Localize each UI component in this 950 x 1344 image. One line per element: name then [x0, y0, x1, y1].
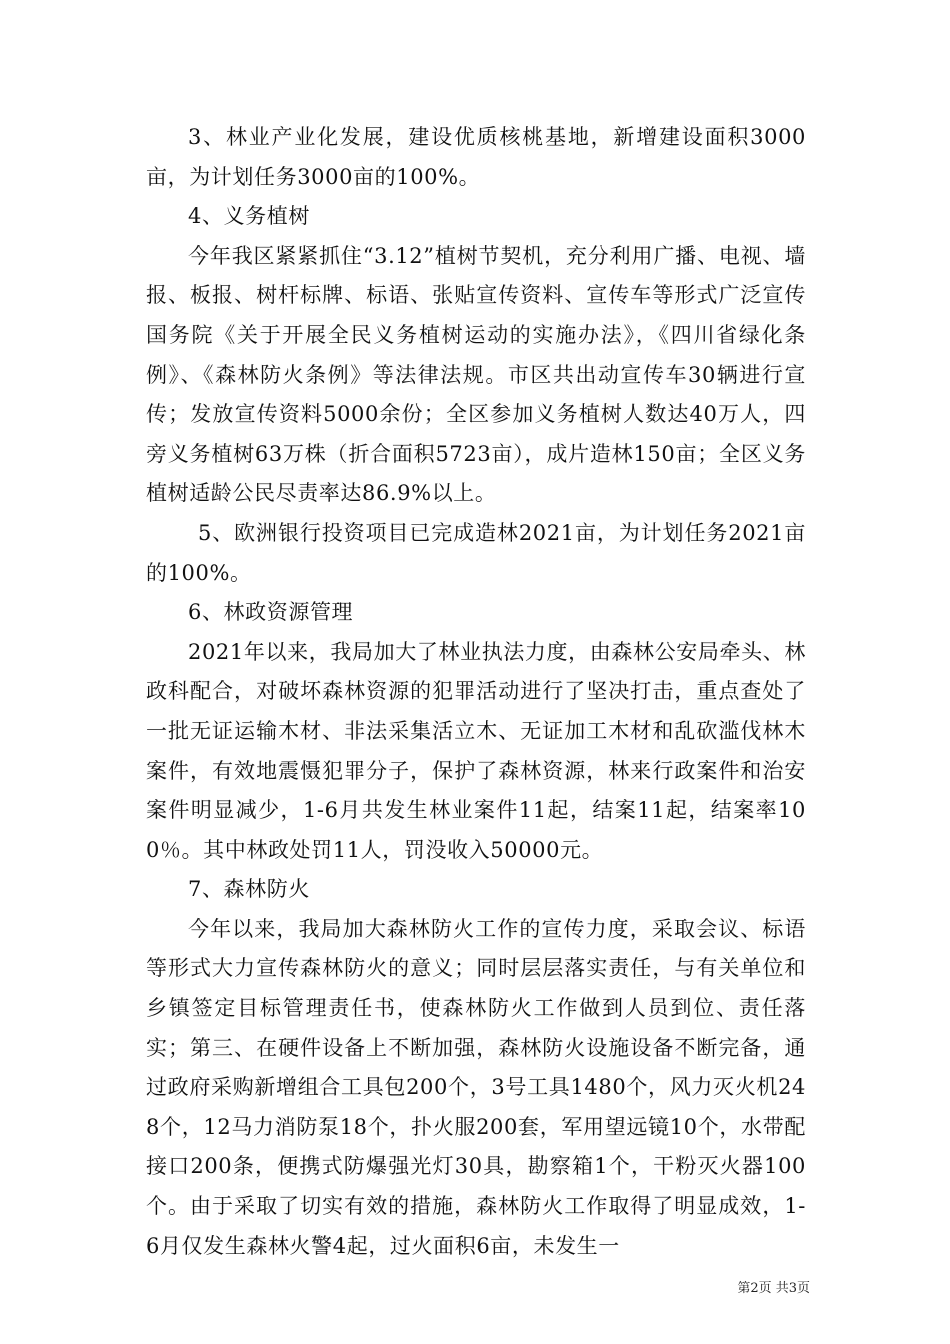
heading-forest-resource-management: 6、林政资源管理 [188, 600, 354, 625]
document-body [146, 118, 806, 1266]
heading-forest-fire-prevention: 7、森林防火 [188, 877, 310, 902]
paragraph-tree-planting: 今年我区紧紧抓住“3.12”植树节契机，充分利用广播、电视、墙报、板报、树杆标牌、标语、张贴宣传资料、宣传车等形式广泛宣传国务院《关于开展全民义务植树运动的实施办法》，《四川省绿化条例》、《森林防火条例》等法律法规。市区共出动宣传车30辆进行宣传；发放宣传资料5000余份；全区参加义务植树人数达40万人，四旁义务植树63万株（折合面积5723亩），成片造林150亩；全区义务植树适龄公民尽责率达86.9%以上。 [146, 243, 806, 506]
paragraph-item-5: 5、欧洲银行投资项目已完成造林2021亩，为计划任务2021亩的100%。 [146, 520, 806, 585]
heading-obligatory-tree-planting: 4、义务植树 [188, 204, 310, 229]
paragraph-item-3: 3、林业产业化发展，建设优质核桃基地，新增建设面积3000亩，为计划任务3000亩的100%。 [146, 125, 806, 189]
page-number-footer: 第2页 共3页 [737, 1281, 810, 1296]
paragraph-fire-prevention: 今年以来，我局加大森林防火工作的宣传力度，采取会议、标语等形式大力宣传森林防火的意义；同时层层落实责任，与有关单位和乡镇签定目标管理责任书，使森林防火工作做到人员到位、责任落实；第三、在硬件设备上不断加强，森林防火设施设备不断完备，通过政府采购新增组合工具包200个，3号工具1480个，风力灭火机248个，12马力消防泵18个，扑火服200套，军用望远镜10个，水带配接口200条，便携式防爆强光灯30具，勘察箱1个，干粉灭火器100个。由于采取了切实有效的措施，森林防火工作取得了明显成效，1-6月仅发生森林火警4起，过火面积6亩，未发生一 [146, 916, 806, 1258]
paragraph-resource-management: 2021年以来，我局加大了林业执法力度，由森林公安局牵头、林政科配合，对破坏森林资源的犯罪活动进行了坚决打击，重点查处了一批无证运输木材、非法采集活立木、无证加工木材和乱砍滥伐林木案件，有效地震慑犯罪分子，保护了森林资源，林来行政案件和治安案件明显减少，1-6月共发生林业案件11起，结案11起，结案率100％。其中林政处罚11人，罚没收入50000元。 [146, 639, 806, 862]
